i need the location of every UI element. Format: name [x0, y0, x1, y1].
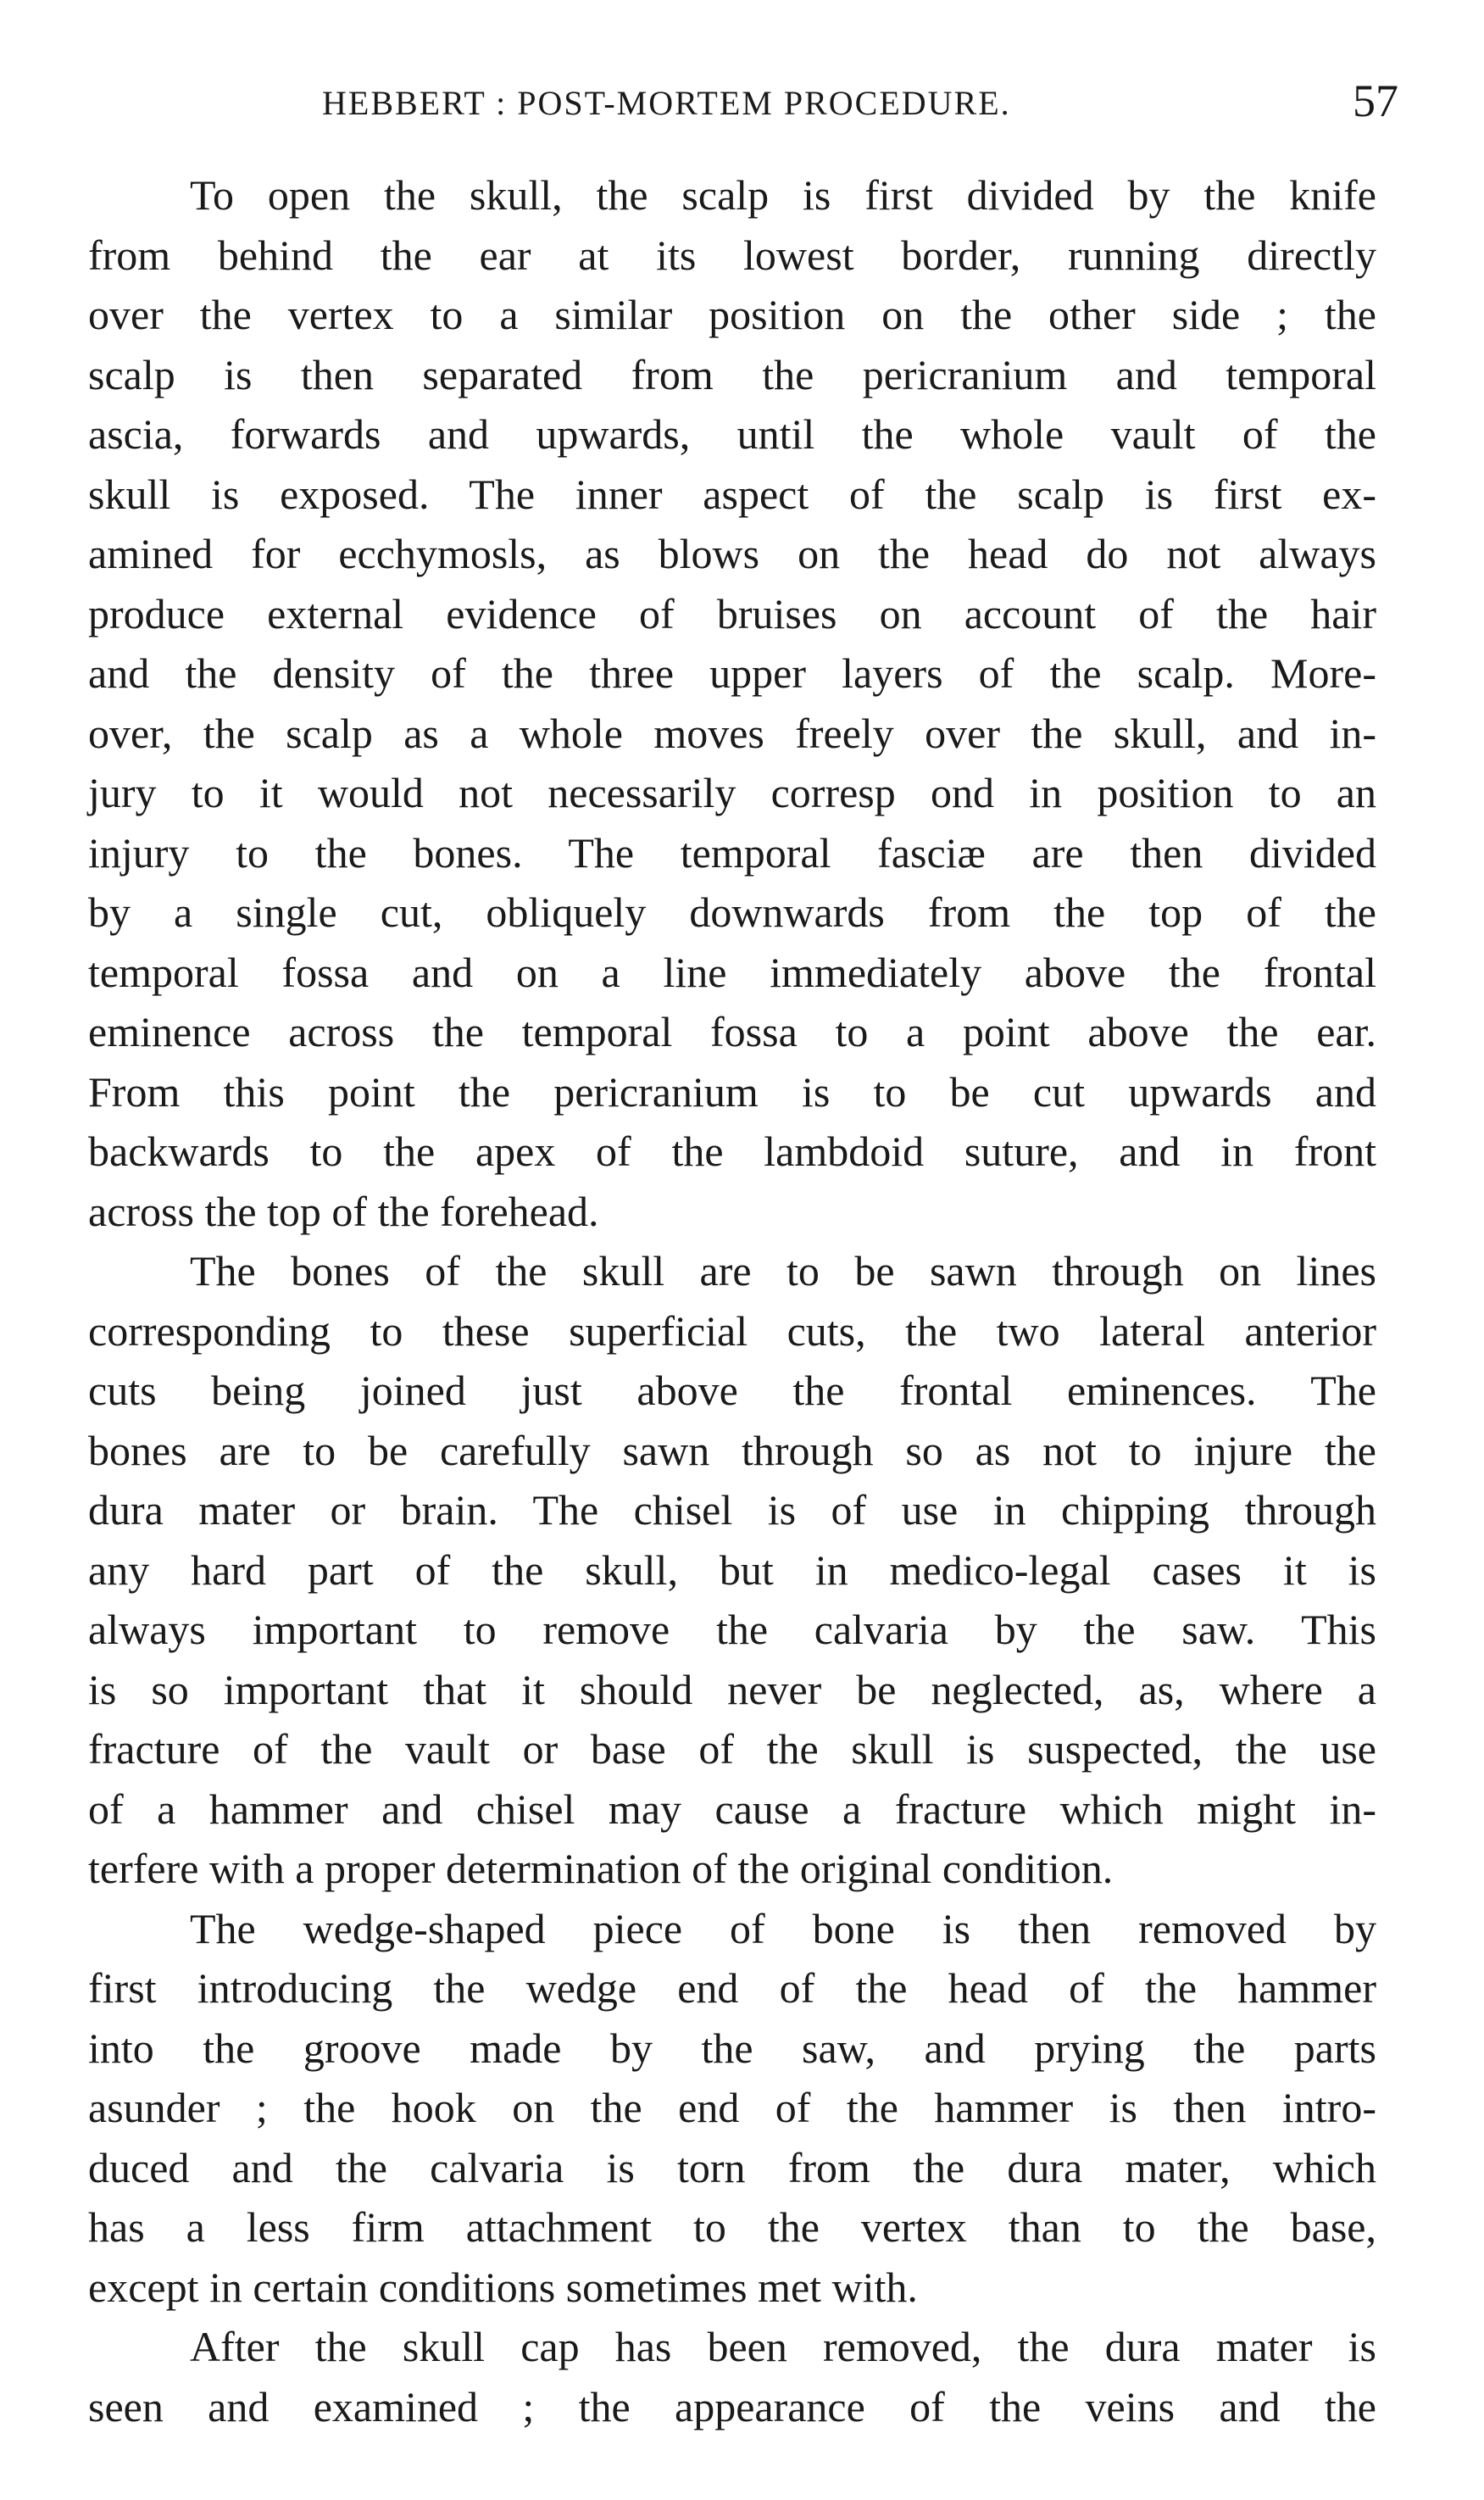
text-line: duced and the calvaria is torn from the dura mater, which — [88, 2143, 1376, 2191]
text-line: any hard part of the skull, but in medico-legal cases it is — [88, 1545, 1376, 1594]
text-line: seen and examined ; the appearance of the veins and the — [88, 2382, 1376, 2430]
text-line: ascia, forwards and upwards, until the whole vault of the — [88, 410, 1376, 458]
text-line: and the density of the three upper layers of the scalp. More- — [88, 649, 1376, 697]
running-head — [85, 75, 1398, 134]
text-line: always important to remove the calvaria by the saw. This — [88, 1606, 1376, 1653]
text-line: scalp is then separated from the pericranium and temporal — [88, 350, 1376, 398]
text-line: amined for ecchymosls, as blows on the head do not always — [88, 530, 1376, 577]
text-line: across the top of the forehead. — [88, 1187, 599, 1235]
text-line: except in certain conditions sometimes met with. — [88, 2263, 918, 2311]
text-line: The bones of the skull are to be sawn through on lines — [190, 1247, 1376, 1295]
text-line: first introducing the wedge end of the head of the hammer — [88, 1964, 1376, 2012]
text-line: dura mater or brain. The chisel is of use in chipping through — [88, 1486, 1376, 1534]
text-line: has a less firm attachment to the vertex than to the base, — [88, 2203, 1376, 2251]
text-line: over, the scalp as a whole moves freely over the skull, and in- — [88, 709, 1376, 757]
text-line: from behind the ear at its lowest border, running directly — [88, 231, 1376, 279]
text-line: injury to the bones. The temporal fasciæ are then divided — [88, 828, 1376, 877]
text-line: backwards to the apex of the lambdoid suture, and in front — [88, 1128, 1376, 1175]
page-number: 57 — [1353, 75, 1398, 126]
text-line: To open the skull, the scalp is first divided by the knife — [190, 171, 1376, 219]
body-text — [88, 165, 1376, 2436]
text-line: cuts being joined just above the frontal eminences. The — [88, 1367, 1376, 1414]
text-line: fracture of the vault or base of the skull is suspected, the use — [88, 1725, 1376, 1773]
text-line: The wedge-shaped piece of bone is then removed by — [190, 1904, 1376, 1952]
text-line: into the groove made by the saw, and prying the parts — [88, 2024, 1376, 2072]
text-line: is so important that it should never be neglected, as, where a — [88, 1665, 1376, 1713]
text-line: asunder ; the hook on the end of the hammer is then intro- — [88, 2084, 1376, 2131]
text-line: temporal fossa and on a line immediately above the frontal — [88, 948, 1376, 996]
text-line: produce external evidence of bruises on account of the hair — [88, 589, 1376, 638]
text-line: After the skull cap has been removed, the dura mater is — [190, 2323, 1376, 2370]
text-line: jury to it would not necessarily corresp ond in position to an — [88, 769, 1376, 816]
paragraph-opening-skull — [88, 165, 1376, 1241]
paragraph-removing-wedge — [88, 1899, 1376, 2318]
paragraph-dura-mater — [88, 2317, 1376, 2436]
text-line: skull is exposed. The inner aspect of the scalp is first ex- — [88, 470, 1376, 518]
text-line: by a single cut, obliquely downwards from the top of the — [88, 888, 1376, 936]
text-line: terfere with a proper determination of the original condition. — [88, 1845, 1114, 1892]
text-line: of a hammer and chisel may cause a fracture which might in- — [88, 1785, 1376, 1833]
text-line: corresponding to these superficial cuts, the two lateral anterior — [88, 1306, 1376, 1355]
text-line: over the vertex to a similar position on the other side ; the — [88, 291, 1376, 338]
text-line: bones are to be carefully sawn through so as not to injure the — [88, 1426, 1376, 1474]
text-line: eminence across the temporal fossa to a point above the ear. — [88, 1008, 1376, 1055]
paragraph-sawing-bones — [88, 1241, 1376, 1899]
running-title: HEBBERT : POST-MORTEM PROCEDURE. — [322, 84, 1011, 122]
text-line: From this point the pericranium is to be cut upwards and — [88, 1067, 1376, 1116]
